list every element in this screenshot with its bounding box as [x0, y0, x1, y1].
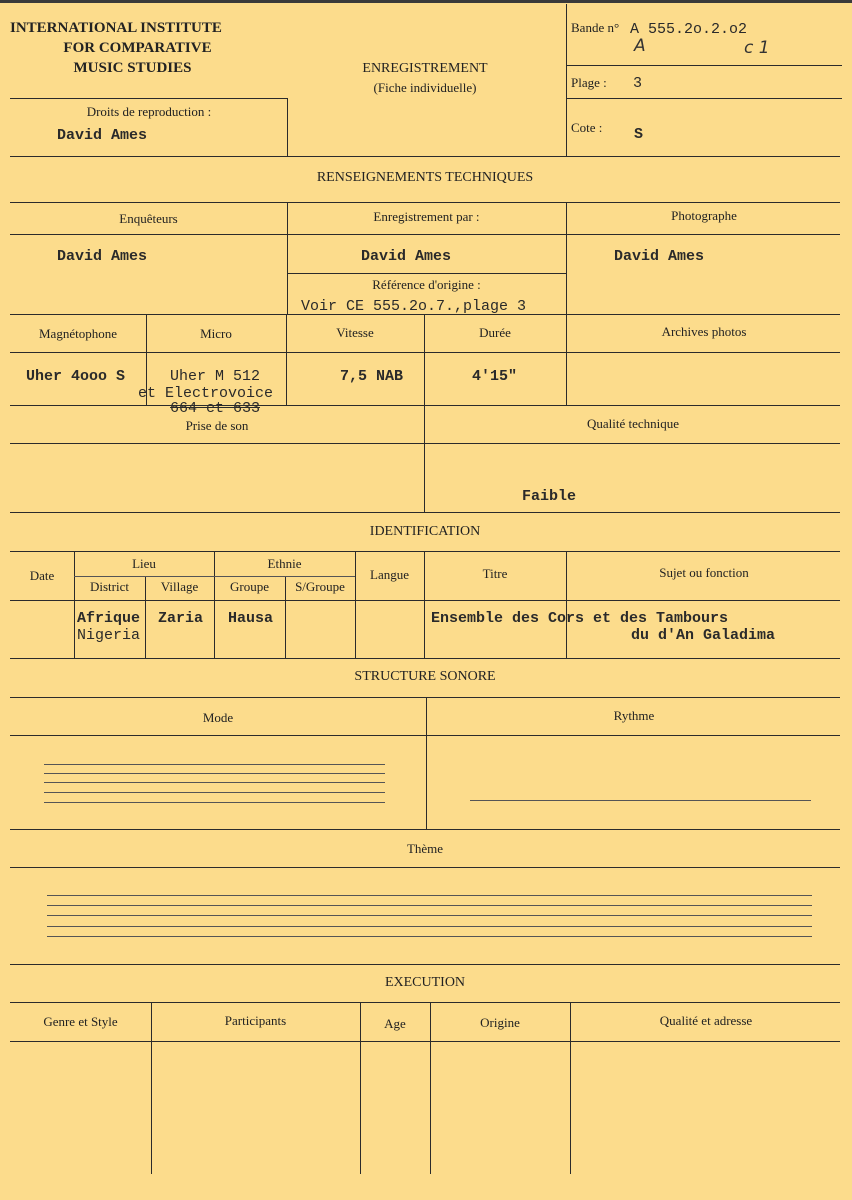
- tech-header-bottom-line: [10, 234, 840, 235]
- form-title: ENREGISTREMENT: [362, 61, 488, 76]
- district-value-line1: Afrique: [77, 610, 141, 627]
- ident-header-bottom-line: [10, 600, 840, 601]
- theme-line-3: [47, 915, 812, 916]
- rythme-label: Rythme: [613, 708, 655, 723]
- plage-bottom-line: [566, 98, 842, 99]
- micro-value-line2: et Electrovoice: [138, 385, 274, 402]
- duree-value: 4'15": [472, 368, 518, 385]
- age-label: Age: [384, 1016, 406, 1031]
- structure-bottom-line: [10, 829, 840, 830]
- village-value: Zaria: [158, 610, 204, 627]
- langue-label: Langue: [370, 567, 409, 582]
- enregistrement-label: Enregistrement par :: [373, 209, 480, 224]
- tech-row2-top-line: [10, 314, 840, 315]
- theme-line-4: [47, 926, 812, 927]
- rights-value: David Ames: [57, 127, 148, 144]
- groupe-label: Groupe: [230, 579, 269, 594]
- photographe-value: David Ames: [614, 248, 705, 265]
- genre-label: Genre et Style: [43, 1014, 118, 1029]
- titre-value-line2: du d'An Galadima: [631, 627, 776, 644]
- form-subtitle: (Fiche individuelle): [373, 80, 477, 95]
- district-value-line2: Nigeria: [77, 627, 141, 644]
- reference-top-line: [287, 273, 566, 274]
- participants-label: Participants: [224, 1013, 287, 1028]
- archives-label: Archives photos: [661, 324, 747, 339]
- theme-line-5: [47, 936, 812, 937]
- village-label: Village: [160, 579, 199, 594]
- photographe-label: Photographe: [671, 208, 737, 223]
- tech-title-bottom-line: [10, 202, 840, 203]
- magnetophone-label: Magnétophone: [39, 326, 117, 341]
- tech-section-title: RENSEIGNEMENTS TECHNIQUES: [316, 170, 534, 185]
- enqueteurs-label: Enquêteurs: [119, 211, 178, 226]
- bande-value: A 555.2o.2.o2: [630, 21, 748, 38]
- theme-label: Thème: [406, 841, 444, 856]
- micro-label: Micro: [200, 326, 232, 341]
- prise-label: Prise de son: [185, 418, 249, 433]
- magnetophone-value: Uher 4ooo S: [26, 368, 126, 385]
- institute-name-line1: INTERNATIONAL INSTITUTE: [10, 20, 222, 36]
- identification-title-bottom-line: [10, 551, 840, 552]
- bande-bottom-line: [566, 65, 842, 66]
- cote-value: S: [634, 126, 644, 143]
- enregistrement-value: David Ames: [361, 248, 452, 265]
- theme-line-2: [47, 905, 812, 906]
- origine-label: Origine: [480, 1015, 520, 1030]
- titre-value-line1: Ensemble des Cors et des Tambours: [431, 610, 729, 627]
- bande-handwritten-c1: c 1: [744, 38, 770, 58]
- header-right-divider: [566, 4, 567, 156]
- vitesse-value: 7,5 NAB: [340, 368, 404, 385]
- identification-bottom-line: [10, 658, 840, 659]
- tech-bottom-line: [10, 512, 840, 513]
- vitesse-label: Vitesse: [336, 325, 374, 340]
- mode-label: Mode: [202, 710, 234, 725]
- theme-line-1: [47, 895, 812, 896]
- theme-header-bottom-line: [10, 867, 840, 868]
- ethnie-subheader-line: [214, 576, 355, 577]
- reference-label: Référence d'origine :: [372, 277, 481, 292]
- groupe-value: Hausa: [228, 610, 274, 627]
- prise-top-line: [10, 405, 840, 406]
- sujet-label: Sujet ou fonction: [659, 565, 749, 580]
- mode-line-4: [44, 792, 385, 793]
- rights-top-line: [10, 98, 288, 99]
- execution-section-title: EXECUTION: [384, 975, 466, 990]
- duree-label: Durée: [479, 325, 511, 340]
- structure-section-title: STRUCTURE SONORE: [354, 669, 496, 684]
- mode-line-1: [44, 764, 385, 765]
- mode-line-2: [44, 773, 385, 774]
- header-bottom-line: [10, 156, 840, 157]
- tech-row2-header-bottom-line: [10, 352, 840, 353]
- lieu-label: Lieu: [132, 556, 156, 571]
- qualite-adresse-label: Qualité et adresse: [659, 1013, 753, 1028]
- ethnie-label: Ethnie: [267, 556, 302, 571]
- sgroupe-label: S/Groupe: [295, 579, 345, 594]
- plage-value: 3: [633, 75, 643, 92]
- micro-value-line3: 664 et 633: [170, 400, 261, 417]
- rights-label: Droits de reproduction :: [86, 104, 212, 119]
- mode-line-5: [44, 802, 385, 803]
- structure-header-bottom-line: [10, 735, 840, 736]
- district-label: District: [90, 579, 129, 594]
- prise-header-bottom-line: [10, 443, 840, 444]
- plage-label: Plage :: [571, 75, 607, 90]
- bande-handwritten-a: A: [634, 36, 646, 56]
- enqueteurs-value: David Ames: [57, 248, 148, 265]
- qualite-label: Qualité technique: [586, 416, 680, 431]
- lieu-subheader-line: [74, 576, 214, 577]
- institute-name-line2: FOR COMPARATIVE: [63, 40, 212, 56]
- date-label: Date: [29, 568, 55, 583]
- execution-header-bottom-line: [10, 1041, 840, 1042]
- titre-label: Titre: [482, 566, 508, 581]
- execution-title-bottom-line: [10, 1002, 840, 1003]
- rythme-line: [470, 800, 811, 801]
- bande-label: Bande n°: [571, 20, 620, 35]
- theme-bottom-line: [10, 964, 840, 965]
- cote-label: Cote :: [571, 120, 603, 135]
- structure-title-bottom-line: [10, 697, 840, 698]
- identification-section-title: IDENTIFICATION: [369, 524, 481, 539]
- mode-line-3: [44, 782, 385, 783]
- micro-value-line1: Uher M 512: [170, 368, 261, 385]
- qualite-value: Faible: [522, 488, 577, 505]
- reference-value: Voir CE 555.2o.7.,plage 3: [301, 298, 527, 315]
- institute-name-line3: MUSIC STUDIES: [73, 60, 192, 76]
- top-edge: [0, 0, 852, 3]
